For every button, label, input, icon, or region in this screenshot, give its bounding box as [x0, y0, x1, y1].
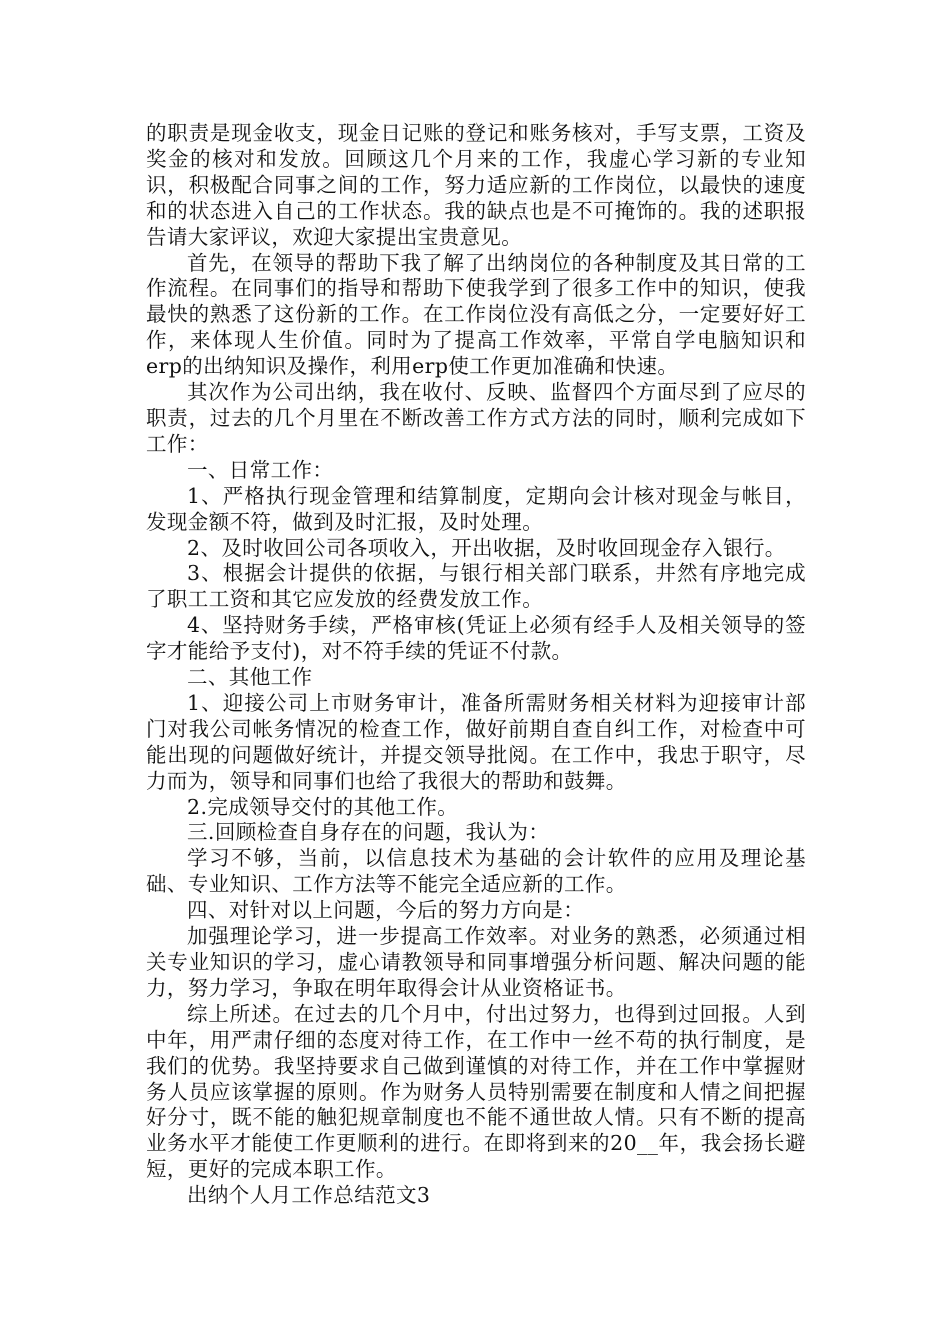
paragraph-first-point: 首先，在领导的帮助下我了解了出纳岗位的各种制度及其日常的工作流程。在同事们的指导和帮助下使我学到了很多工作中的知识，使我最快的熟悉了这份新的工作。在工作岗位没有高低之分，一定要好好工作，来体现人生价值。同时为了提高工作效率，平常自学电脑知识和erp的出纳知识及操作，利用erp使工作更加准确和快速。: [146, 250, 806, 379]
next-article-title: 出纳个人月工作总结范文3: [187, 1183, 431, 1208]
list-item-daily-1: 1、严格执行现金管理和结算制度，定期向会计核对现金与帐目，发现金额不符，做到及时汇报，及时处理。: [146, 483, 806, 534]
paragraph-direction-body: 加强理论学习，进一步提高工作效率。对业务的熟悉，必须通过相关专业知识的学习，虚心请教领导和同事增强分析问题、解决问题的能力，努力学习，争取在明年取得会计从业资格证书。: [146, 924, 806, 1000]
section-heading-other-work: 二、其他工作: [187, 665, 313, 690]
section-heading-direction: 四、对针对以上问题，今后的努力方向是：: [187, 898, 585, 923]
paragraph-intro-continuation: 的职责是现金收支，现金日记账的登记和账务核对，手写支票，工资及奖金的核对和发放。回顾这几个月来的工作，我虚心学习新的专业知识，积极配合同事之间的工作，努力适应新的工作岗位，以最快的速度和的状态进入自己的工作状态。我的缺点也是不可掩饰的。我的述职报告请大家评议，欢迎大家提出宝贵意见。: [146, 121, 806, 249]
list-item-daily-3: 3、根据会计提供的依据，与银行相关部门联系，井然有序地完成了职工工资和其它应发放的经费发放工作。: [146, 561, 806, 612]
section-heading-daily-work: 一、日常工作：: [187, 457, 334, 482]
paragraph-review-body: 学习不够，当前，以信息技术为基础的会计软件的应用及理论基础、专业知识、工作方法等不能完全适应新的工作。: [146, 846, 806, 897]
paragraph-conclusion: 综上所述。在过去的几个月中，付出过努力，也得到过回报。人到中年，用严肃仔细的态度对待工作，在工作中一丝不苟的执行制度，是我们的优势。我坚持要求自己做到谨慎的对待工作，并在工作中掌握财务人员应该掌握的原则。作为财务人员特别需要在制度和人情之间把握好分寸，既不能的触犯规章制度也不能不通世故人情。只有不断的提高业务水平才能使工作更顺利的进行。在即将到来的20__年，我会扬长避短，更好的完成本职工作。: [146, 1001, 806, 1182]
list-item-other-1: 1、迎接公司上市财务审计，准备所需财务相关材料为迎接审计部门对我公司帐务情况的检查工作，做好前期自查自纠工作，对检查中可能出现的问题做好统计，并提交领导批阅。在工作中，我忠于职守，尽力而为，领导和同事们也给了我很大的帮助和鼓舞。: [146, 690, 806, 793]
paragraph-second-point: 其次作为公司出纳，我在收付、反映、监督四个方面尽到了应尽的职责，过去的几个月里在不断改善工作方式方法的同时，顺利完成如下工作：: [146, 380, 806, 456]
list-item-daily-2: 2、及时收回公司各项收入，开出收据，及时收回现金存入银行。: [187, 535, 786, 560]
section-heading-review: 三.回顾检查自身存在的问题，我认为：: [187, 820, 550, 845]
list-item-other-2: 2.完成领导交付的其他工作。: [187, 794, 459, 819]
document-body: [146, 121, 806, 1209]
list-item-daily-4: 4、坚持财务手续，严格审核(凭证上必须有经手人及相关领导的签字才能给予支付)，对不符手续的凭证不付款。: [146, 613, 806, 664]
